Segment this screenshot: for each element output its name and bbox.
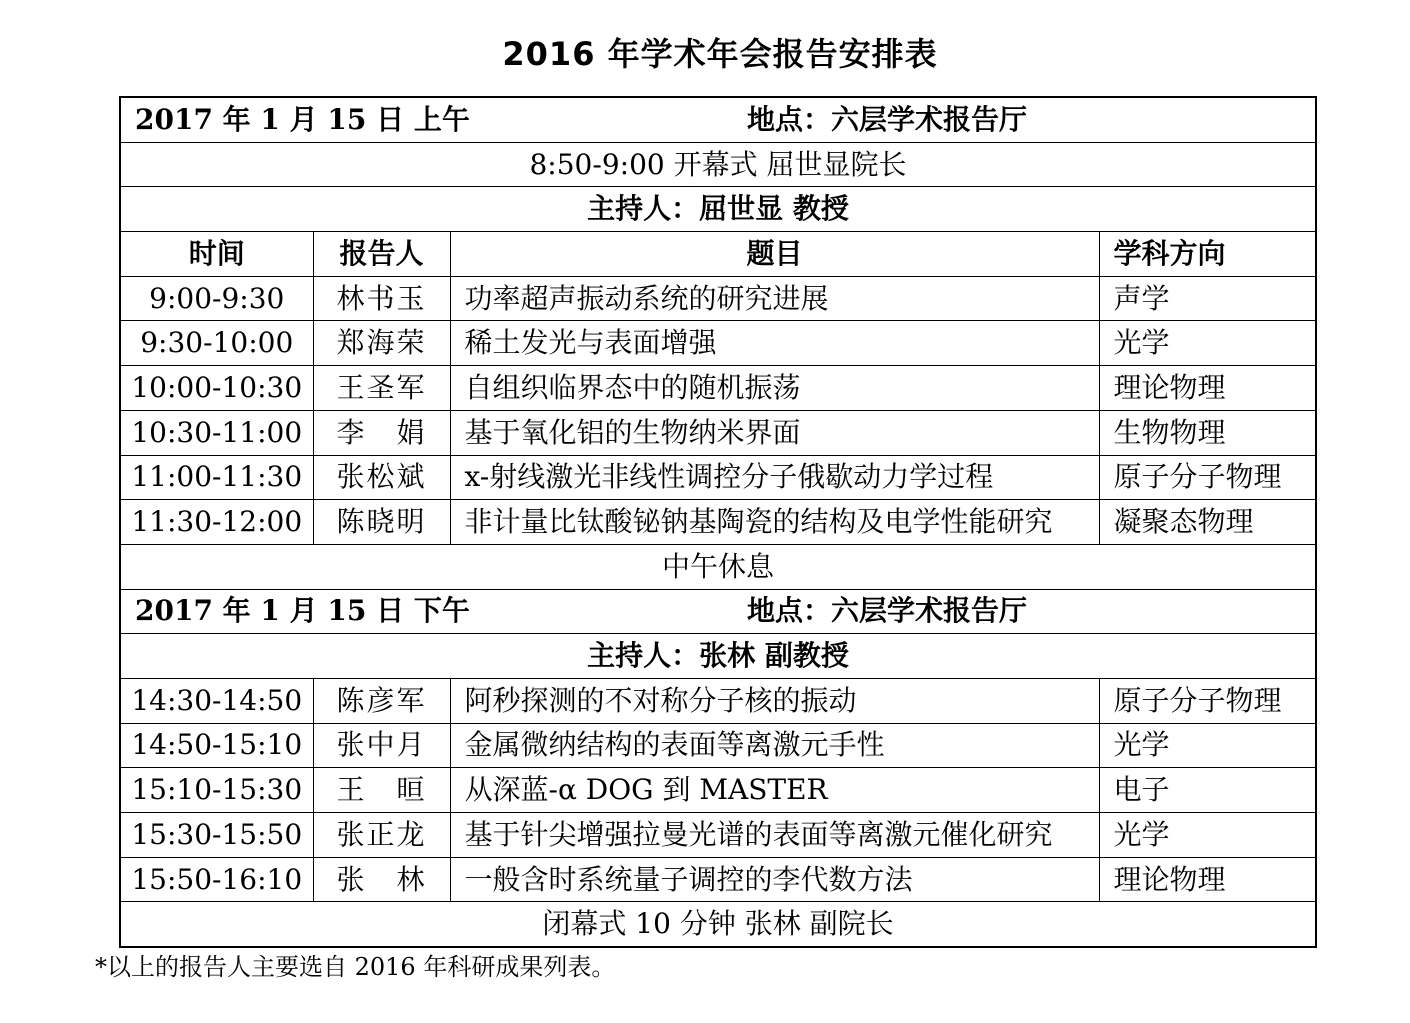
talk-speaker: 张正龙 [313, 813, 450, 858]
talk-speaker: 陈晓明 [313, 500, 450, 545]
talk-topic: 自组织临界态中的随机振荡 [450, 366, 1099, 411]
talk-speaker: 王圣军 [313, 366, 450, 411]
talk-speaker: 陈彦军 [313, 678, 450, 723]
page-title: 2016 年学术年会报告安排表 [502, 35, 938, 73]
afternoon-host: 主持人：张林 副教授 [120, 634, 1316, 679]
talk-topic: 金属微纳结构的表面等离激元手性 [450, 723, 1099, 768]
talk-speaker: 张松斌 [313, 455, 450, 500]
morning-host: 主持人：屈世显 教授 [120, 187, 1316, 232]
talk-field: 凝聚态物理 [1099, 500, 1316, 545]
talk-field: 光学 [1099, 723, 1316, 768]
closing-row [120, 902, 1316, 947]
talk-time: 9:00-9:30 [120, 276, 313, 321]
table-row [120, 321, 1316, 366]
afternoon-location: 地点：六层学术报告厅 [747, 594, 1028, 628]
talk-time: 15:10-15:30 [120, 768, 313, 813]
table-row [120, 366, 1316, 411]
column-header-row [120, 232, 1316, 277]
schedule-table [119, 96, 1317, 948]
talk-speaker: 李 娟 [313, 410, 450, 455]
talk-topic: 从深蓝-α DOG 到 MASTER [450, 768, 1099, 813]
talk-topic: 非计量比钛酸铋钠基陶瓷的结构及电学性能研究 [450, 500, 1099, 545]
footnote: *以上的报告人主要选自 2016 年科研成果列表。 [95, 953, 616, 981]
talk-time: 11:00-11:30 [120, 455, 313, 500]
morning-host-row [120, 187, 1316, 232]
talk-speaker: 张中月 [313, 723, 450, 768]
opening-row [120, 142, 1316, 187]
afternoon-date: 2017 年 1 月 15 日 下午 [135, 594, 470, 628]
talk-field: 理论物理 [1099, 857, 1316, 902]
afternoon-section-header [120, 589, 1316, 634]
talk-speaker: 张 林 [313, 857, 450, 902]
closing-ceremony: 闭幕式 10 分钟 张林 副院长 [120, 902, 1316, 947]
talk-time: 15:30-15:50 [120, 813, 313, 858]
morning-location: 地点：六层学术报告厅 [747, 102, 1028, 136]
lunch-row [120, 544, 1316, 589]
talk-topic: x-射线激光非线性调控分子俄歇动力学过程 [450, 455, 1099, 500]
talk-time: 14:50-15:10 [120, 723, 313, 768]
lunch-break: 中午休息 [120, 544, 1316, 589]
opening-ceremony: 8:50-9:00 开幕式 屈世显院长 [120, 142, 1316, 187]
header-field: 学科方向 [1099, 232, 1316, 277]
talk-field: 光学 [1099, 813, 1316, 858]
talk-topic: 基于针尖增强拉曼光谱的表面等离激元催化研究 [450, 813, 1099, 858]
talk-field: 原子分子物理 [1099, 678, 1316, 723]
talk-time: 10:30-11:00 [120, 410, 313, 455]
talk-time: 14:30-14:50 [120, 678, 313, 723]
talk-speaker: 王 晅 [313, 768, 450, 813]
table-row [120, 455, 1316, 500]
talk-field: 声学 [1099, 276, 1316, 321]
table-row [120, 768, 1316, 813]
talk-time: 9:30-10:00 [120, 321, 313, 366]
talk-topic: 基于氧化铝的生物纳米界面 [450, 410, 1099, 455]
talk-time: 15:50-16:10 [120, 857, 313, 902]
talk-field: 原子分子物理 [1099, 455, 1316, 500]
talk-time: 10:00-10:30 [120, 366, 313, 411]
table-row [120, 813, 1316, 858]
talk-field: 电子 [1099, 768, 1316, 813]
header-speaker: 报告人 [313, 232, 450, 277]
table-row [120, 410, 1316, 455]
talk-time: 11:30-12:00 [120, 500, 313, 545]
table-row [120, 500, 1316, 545]
talk-speaker: 郑海荣 [313, 321, 450, 366]
talk-topic: 稀土发光与表面增强 [450, 321, 1099, 366]
talk-topic: 功率超声振动系统的研究进展 [450, 276, 1099, 321]
table-row [120, 857, 1316, 902]
talk-field: 理论物理 [1099, 366, 1316, 411]
morning-section-header [120, 97, 1316, 142]
table-row [120, 678, 1316, 723]
talk-field: 生物物理 [1099, 410, 1316, 455]
talk-speaker: 林书玉 [313, 276, 450, 321]
morning-date: 2017 年 1 月 15 日 上午 [135, 102, 470, 136]
talk-topic: 阿秒探测的不对称分子核的振动 [450, 678, 1099, 723]
talk-topic: 一般含时系统量子调控的李代数方法 [450, 857, 1099, 902]
afternoon-host-row [120, 634, 1316, 679]
header-time: 时间 [120, 232, 313, 277]
table-row [120, 723, 1316, 768]
table-row [120, 276, 1316, 321]
talk-field: 光学 [1099, 321, 1316, 366]
header-topic: 题目 [450, 232, 1099, 277]
